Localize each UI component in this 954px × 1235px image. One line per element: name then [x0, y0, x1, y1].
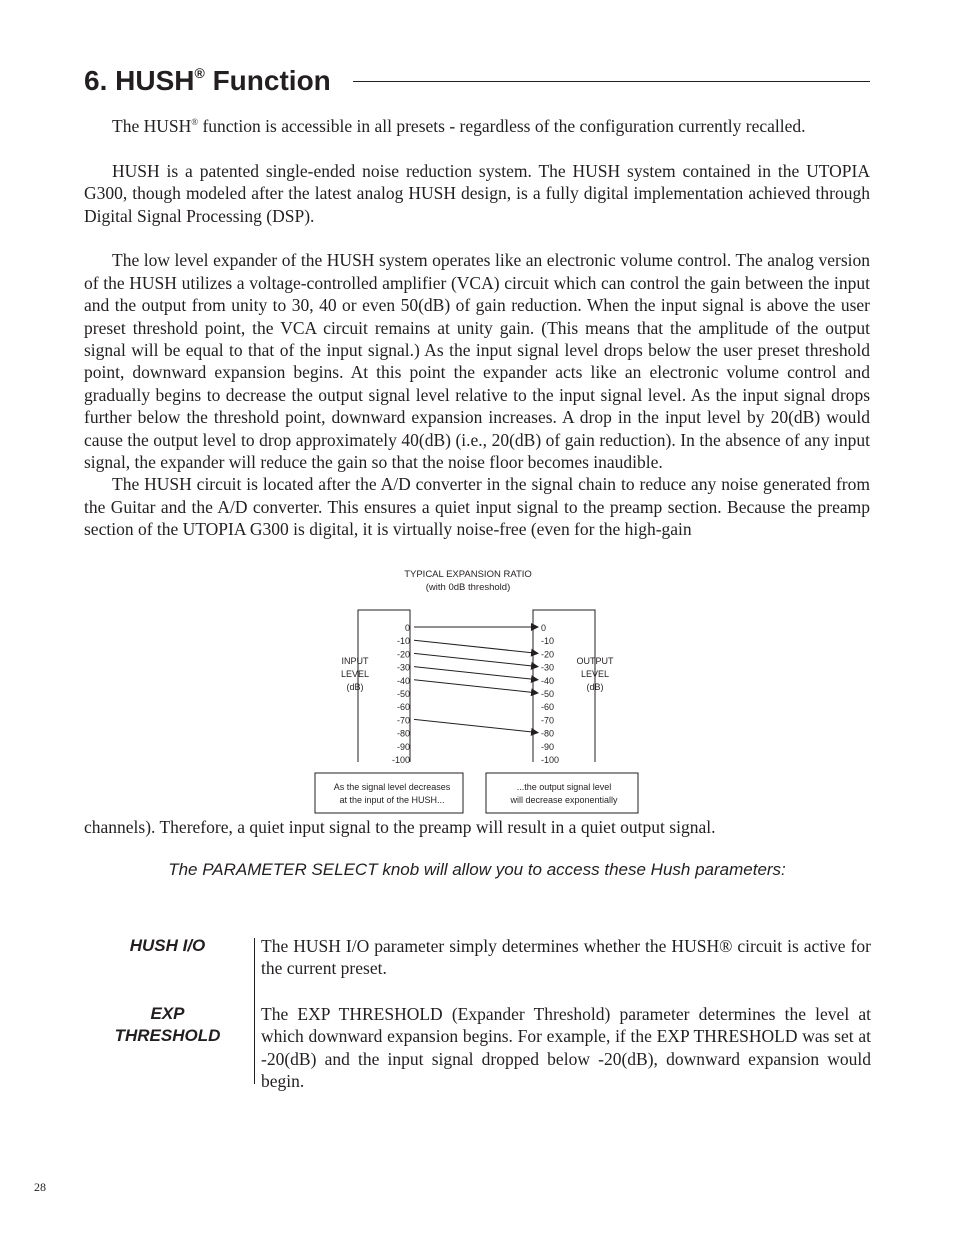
input-tick-label: -50	[396, 689, 410, 699]
input-tick-label: -10	[396, 636, 410, 647]
expansion-arrow	[414, 719, 538, 732]
expansion-ratio-diagram	[310, 562, 644, 818]
input-tick-label: -30	[396, 662, 410, 673]
input-tick-label: -90	[396, 741, 410, 752]
param-name-hush-io: HUSH I/O	[129, 936, 206, 955]
expansion-arrow	[414, 653, 538, 666]
parameter-access-note: The PARAMETER SELECT knob will allow you to access these Hush parameters:	[168, 860, 786, 879]
body-lower	[84, 816, 870, 838]
input-tick-label: -100	[391, 755, 410, 765]
intro-paragraph: The HUSH® function is accessible in all presets - regardless of the configuration currently recalled.	[112, 116, 806, 136]
parameter-divider	[254, 938, 255, 1084]
body-upper	[84, 111, 870, 541]
input-label-line3: (dB)	[346, 682, 364, 692]
page-number: 28	[34, 1180, 46, 1194]
input-label-line1: INPUT	[341, 656, 369, 666]
output-tick-label: -60	[541, 702, 555, 713]
page-title: 6. HUSH® Function	[84, 65, 331, 96]
output-tick-label: -50	[541, 689, 555, 699]
output-tick-label: 0	[541, 623, 547, 633]
input-label-line2: LEVEL	[340, 669, 370, 679]
output-caption-line1: ...the output signal level	[516, 782, 612, 792]
registered-mark: ®	[194, 65, 205, 81]
input-tick-label: -40	[396, 675, 410, 686]
param-desc-hush-io: The HUSH I/O parameter simply determines whether the HUSH® circuit is active for the current preset.	[261, 936, 871, 979]
output-tick-label: -90	[541, 741, 555, 752]
expansion-arrow	[414, 680, 538, 693]
heading-rule	[353, 81, 870, 82]
output-tick-label: -70	[541, 715, 555, 726]
param-name-exp-threshold: EXP THRESHOLD	[114, 1004, 221, 1045]
paragraph-hush-description: HUSH is a patented single-ended noise reduction system. The HUSH system contained in the UTOPIA G300, though modeled after the latest analog HUSH design, is a fully digital implementation achieved through Digital Signal Processing (DSP).	[84, 160, 870, 226]
output-tick-label: -10	[541, 636, 555, 647]
param-desc-exp-threshold: The EXP THRESHOLD (Expander Threshold) parameter determines the level at which downward expansion begins. For example, if the EXP THRESHOLD was set at -20(dB) and the input signal dropped below -20(dB), downward expansion would begin.	[261, 1004, 871, 1092]
output-tick-label: -100	[541, 755, 560, 765]
output-tick-label: -20	[541, 649, 555, 660]
paragraph-expander: The low level expander of the HUSH system operates like an electronic volume control. The analog version of the HUSH utilizes a voltage-controlled amplifier (VCA) circuit which can control the gain between the input and the output from unity to 30, 40 or even 50(dB) of gain reduction. When the input signal is above the user preset threshold point, the VCA circuit remains at unity gain. (This means that the amplitude of the output signal will be equal to that of the input signal.) As the input signal level drops below the user preset threshold point, downward expansion begins. At this point the expander acts like an electronic volume control and gradually begins to decrease the output signal level relative to the input signal level. As the input signal drops further below the threshold point, downward expansion increases. A drop in the input level by 20(dB) would cause the output level to drop approximately 40(dB) (i.e., 20(dB) of gain reduction). In the absence of any input signal, the expander will reduce the gain so that the noise floor becomes inaudible.	[84, 250, 870, 473]
input-tick-label: -60	[396, 702, 410, 713]
paragraph-quiet-output: channels). Therefore, a quiet input signal to the preamp will result in a quiet output signal.	[84, 817, 716, 837]
expansion-arrow	[414, 667, 538, 680]
output-tick-label: -40	[541, 675, 555, 686]
input-caption-box	[315, 773, 463, 813]
paragraph-signal-chain: The HUSH circuit is located after the A/D converter in the signal chain to reduce any noise generated from the Guitar and the A/D converter. This ensures a quiet input signal to the preamp section. Because the preamp section of the UTOPIA G300 is digital, it is virtually noise-free (even for the high-gain	[84, 474, 870, 540]
input-tick-label: -70	[396, 715, 410, 726]
input-level-box	[358, 610, 410, 762]
diagram-subtitle: (with 0dB threshold)	[425, 582, 511, 593]
output-caption-line2: will decrease exponentially	[510, 795, 618, 805]
output-label-line2: LEVEL	[580, 669, 610, 679]
output-tick-label: -80	[541, 728, 555, 739]
output-label-line1: OUTPUT	[576, 656, 614, 666]
input-tick-label: 0	[404, 623, 410, 633]
input-caption-line1: As the signal level decreases	[333, 782, 451, 792]
section-heading	[84, 58, 870, 104]
diagram-title: TYPICAL EXPANSION RATIO	[404, 569, 532, 580]
output-tick-label: -30	[541, 662, 555, 673]
output-caption-box	[486, 773, 638, 813]
expansion-arrow	[414, 640, 538, 653]
input-caption-line2: at the input of the HUSH...	[339, 795, 445, 805]
input-tick-label: -80	[396, 728, 410, 739]
input-tick-label: -20	[396, 649, 410, 660]
output-label-line3: (dB)	[586, 682, 604, 692]
